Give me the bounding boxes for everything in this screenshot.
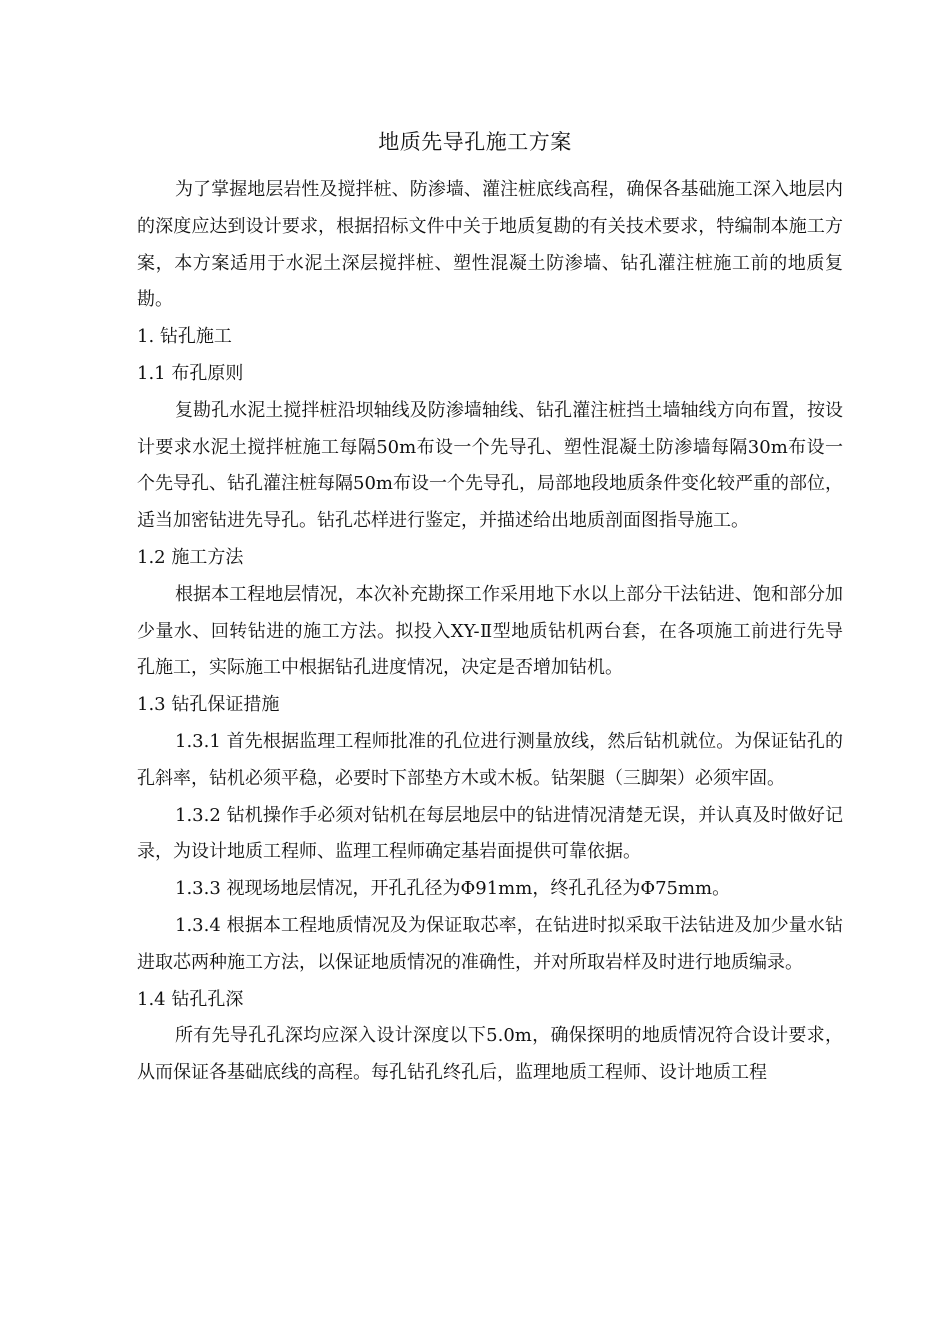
section-1-1-heading: 1.1 布孔原则 bbox=[137, 362, 244, 384]
section-1-3-1-paragraph: 1.3.1 首先根据监理工程师批准的孔位进行测量放线，然后钻机就位。为保证钻孔的孔斜率，钻机必须平稳，必要时下部垫方木或木板。钻架腿（三脚架）必须牢固。 bbox=[137, 730, 843, 789]
section-1-1-paragraph: 复勘孔水泥土搅拌桩沿坝轴线及防渗墙轴线、钻孔灌注桩挡土墙轴线方向布置，按设计要求水泥土搅拌桩施工每隔50m布设一个先导孔、塑性混凝土防渗墙每隔30m布设一个先导孔、钻孔灌注桩每隔50m布设一个先导孔，局部地段地质条件变化较严重的部位，适当加密钻进先导孔。钻孔芯样进行鉴定，并描述给出地质剖面图指导施工。 bbox=[137, 399, 843, 532]
document-title: 地质先导孔施工方案 bbox=[378, 130, 572, 154]
section-1-3-4-paragraph: 1.3.4 根据本工程地质情况及为保证取芯率，在钻进时拟采取干法钻进及加少量水钻进取芯两种施工方法，以保证地质情况的准确性，并对所取岩样及时进行地质编录。 bbox=[137, 914, 843, 973]
intro-paragraph: 为了掌握地层岩性及搅拌桩、防渗墙、灌注桩底线高程，确保各基础施工深入地层内的深度应达到设计要求，根据招标文件中关于地质复勘的有关技术要求，特编制本施工方案，本方案适用于水泥土深层搅拌桩、塑性混凝土防渗墙、钻孔灌注桩施工前的地质复勘。 bbox=[137, 179, 843, 311]
section-1-3-3-paragraph: 1.3.3 视现场地层情况，开孔孔径为Φ91mm，终孔孔径为Φ75mm。 bbox=[175, 878, 731, 900]
section-1-3-2-paragraph: 1.3.2 钻机操作手必须对钻机在每层地层中的钻进情况清楚无误，并认真及时做好记录，为设计地质工程师、监理工程师确定基岩面提供可靠依据。 bbox=[137, 804, 843, 863]
section-1-heading: 1. 钻孔施工 bbox=[137, 326, 232, 348]
document-body bbox=[137, 172, 843, 1092]
section-1-2-heading: 1.2 施工方法 bbox=[137, 546, 244, 568]
section-1-4-paragraph: 所有先导孔孔深均应深入设计深度以下5.0m，确保探明的地质情况符合设计要求，从而保证各基础底线的高程。每孔钻孔终孔后，监理地质工程师、设计地质工程 bbox=[137, 1025, 843, 1084]
section-1-2-paragraph: 根据本工程地层情况，本次补充勘探工作采用地下水以上部分干法钻进、饱和部分加少量水、回转钻进的施工方法。拟投入XY-Ⅱ型地质钻机两台套，在各项施工前进行先导孔施工，实际施工中根据钻孔进度情况，决定是否增加钻机。 bbox=[137, 583, 843, 679]
section-1-3-heading: 1.3 钻孔保证措施 bbox=[137, 694, 280, 716]
section-1-4-heading: 1.4 钻孔孔深 bbox=[137, 988, 244, 1010]
